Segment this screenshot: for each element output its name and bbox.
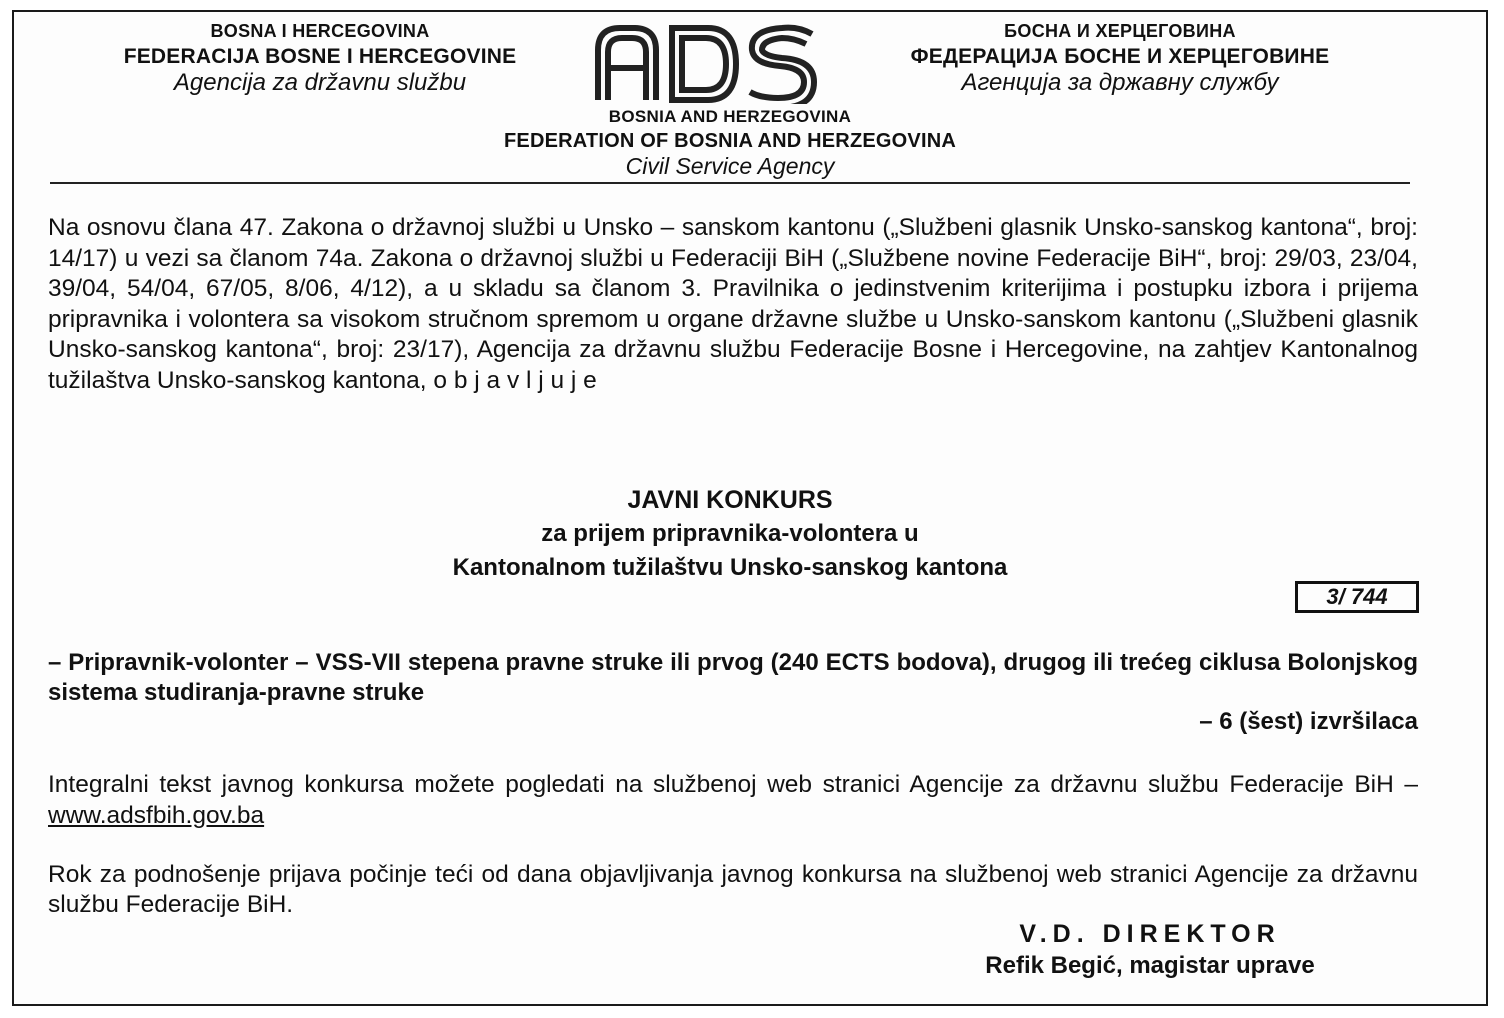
agency-website-link[interactable]: www.adsfbih.gov.ba xyxy=(48,801,265,829)
country-cyrillic: БОСНА И ХЕРЦЕГОВИНА xyxy=(1004,21,1236,41)
agency-cyrillic: Агенција за државну службу xyxy=(961,69,1279,96)
ads-logo xyxy=(590,22,820,104)
agency-latin: Agencija za državnu službu xyxy=(173,69,467,96)
country-english: BOSNIA AND HERZEGOVINA xyxy=(608,107,852,126)
header-cyrillic xyxy=(850,18,1390,96)
header-latin xyxy=(60,18,580,96)
signatory-role: V.D. DIREKTOR xyxy=(1019,920,1281,948)
header-english xyxy=(430,104,1030,179)
federation-latin: FEDERACIJA BOSNE I HERCEGOVINE xyxy=(123,45,517,68)
integral-text-paragraph xyxy=(48,770,1418,831)
integral-text: Integralni tekst javnog konkursa možete pogledati na službenoj web stranici Agencije za državnu službu Federacije BiH – xyxy=(48,771,1418,798)
position-count: – 6 (šest) izvršilaca xyxy=(1199,708,1418,735)
deadline-paragraph: Rok za podnošenje prijava počinje teći od dana objavljivanja javnog konkursa na službenoj web stranici Agencije za državnu službu Federacije BiH. xyxy=(48,861,1418,918)
federation-english: FEDERATION OF BOSNIA AND HERZEGOVINA xyxy=(503,130,957,152)
agency-english: Civil Service Agency xyxy=(625,153,835,179)
country-latin: BOSNA I HERCEGOVINA xyxy=(210,21,430,41)
reference-number-box: 3/ 744 xyxy=(1295,581,1419,613)
signature-block xyxy=(900,918,1400,982)
signatory-name: Refik Begić, magistar uprave xyxy=(985,952,1315,979)
federation-cyrillic: ФЕДЕРАЦИЈА БОСНЕ И ХЕРЦЕГОВИНЕ xyxy=(910,45,1330,68)
logo-text: ADS xyxy=(590,22,593,23)
title-line-2: za prijem pripravnika-volontera u xyxy=(541,520,919,547)
header-divider xyxy=(50,182,1410,184)
title-line-3: Kantonalnom tužilaštvu Unsko-sanskog kantona xyxy=(452,554,1008,581)
legal-basis-paragraph: Na osnovu člana 47. Zakona o državnoj službi u Unsko – sanskom kantonu („Službeni glasnik Unsko-sanskog kantona“, broj: 14/17) u vezi sa članom 74a. Zakona o državnoj službi u Federaciji BiH („Službene novine Federacije BiH“, broj: 29/03, 23/04, 39/04, 54/04, 67/05, 8/06, 4/12), a u skladu sa članom 3. Pravilnika o jedinstvenim kriterijima i postupku izbora i prijema pripravnika i volontera sa visokom stručnom spremom u organe državne službe u Unsko-sanskom kantonu („Službeni glasnik Unsko-sanskog kantona“, broj: 23/17), Agencija za državnu službu Federacije Bosne i Hercegovine, na zahtjev Kantonalnog tužilaštva Unsko-sanskog kantona, o b j a v l j u j e xyxy=(48,214,1418,394)
position-description: – Pripravnik-volonter – VSS-VII stepena pravne struke ili prvog (240 ECTS bodova), drugog ili trećeg ciklusa Bolonjskog sistema studiranja-pravne struke xyxy=(48,649,1418,706)
title-main: JAVNI KONKURS xyxy=(627,486,833,514)
competition-title xyxy=(330,483,1130,585)
